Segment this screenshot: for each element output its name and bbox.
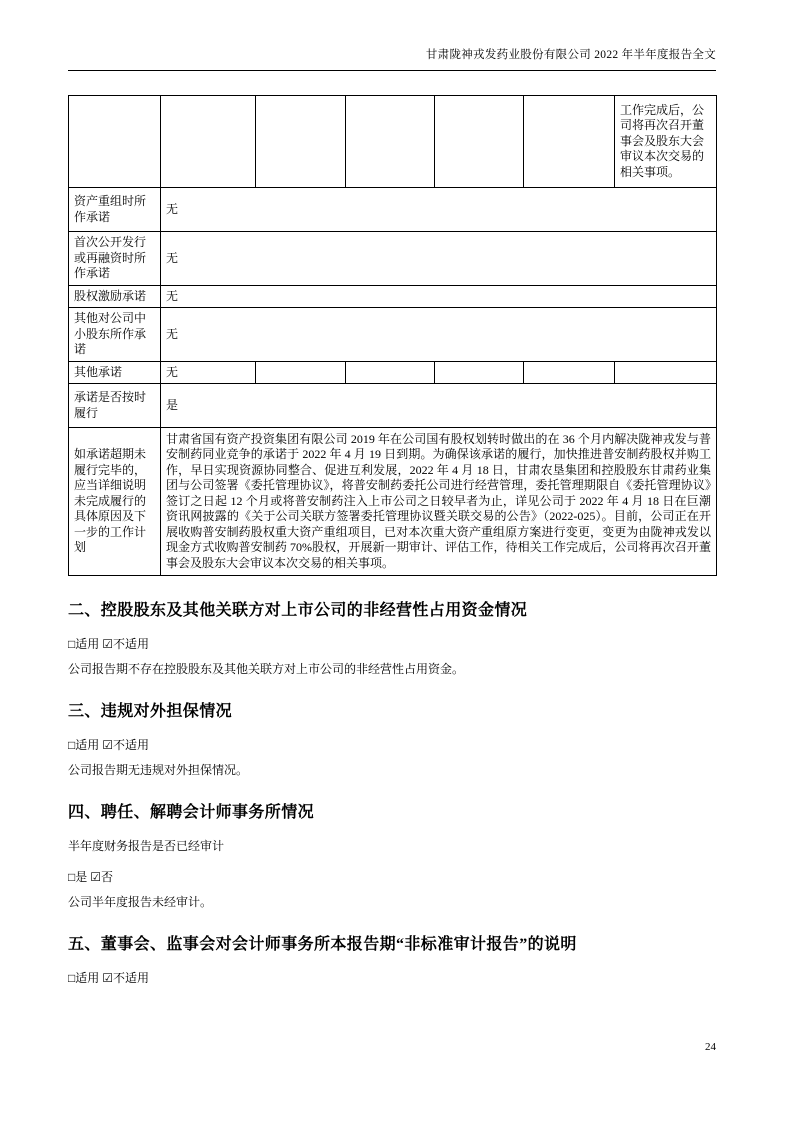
table-row-ipo-refinancing xyxy=(69,232,717,286)
row-value: 无 xyxy=(161,361,256,384)
section-heading: 四、聘任、解聘会计师事务所情况 xyxy=(68,804,315,821)
section-non-operating-funds xyxy=(68,600,716,677)
table-row-minority-shareholders xyxy=(69,308,717,362)
empty-cell xyxy=(256,361,346,384)
empty-cell xyxy=(346,361,435,384)
section-body: 公司报告期不存在控股股东及其他关联方对上市公司的非经营性占用资金。 xyxy=(68,662,465,676)
page-header xyxy=(68,48,716,71)
row-label: 如承诺超期未履行完毕的，应当详细说明未完成履行的具体原因及下一步的工作计划 xyxy=(69,428,161,576)
row-value: 是 xyxy=(161,384,717,428)
row-value: 无 xyxy=(161,285,717,308)
table-row-asset-restructuring xyxy=(69,188,717,232)
commitments-table xyxy=(68,95,717,576)
applicability-line: □适用 ☑不适用 xyxy=(68,738,150,752)
row-label: 承诺是否按时履行 xyxy=(69,384,161,428)
section-heading: 二、控股股东及其他关联方对上市公司的非经营性占用资金情况 xyxy=(68,602,528,619)
empty-cell xyxy=(256,96,346,188)
header-title: 甘肃陇神戎发药业股份有限公司 2022 年半年度报告全文 xyxy=(425,49,716,61)
empty-cell xyxy=(524,96,615,188)
section-external-guarantees xyxy=(68,701,716,778)
empty-cell xyxy=(161,96,256,188)
row-value: 甘肃省国有资产投资集团有限公司 2019 年在公司国有股权划转时做出的在 36 个月内解决陇神戎发与普安制药同业竞争的承诺于 2022 年 4 月 19 日到期。为确保该承诺的履行，加快推进普安制药股权并购工作，早日实现资源协同整合、促进互利发展，2022 年 4 月 18 日，甘肃农垦集团和控股股东甘肃药业集团与公司签署《委托管理协议》，将普安制药委托公司进行经营管理，委托管理期限自《委托管理协议》签订之日起 12 个月或将普安制药注入上市公司之日较早者为止，详见公司于 2022 年 4 月 18 日在巨潮资讯网披露的《关于公司关联方签署委托管理协议暨关联交易的公告》（2022-025）。目前，公司正在开展收购普安制药股权重大资产重组项目，已对本次重大资产重组原方案进行变更，变更为由陇神戎发以现金方式收购普安制药 70%股权，开展新一期审计、评估工作，待相关工作完成后，公司将再次召开董事会及股东大会审议本次交易的相关事项。 xyxy=(161,428,717,576)
continuation-text-cell: 工作完成后，公司将再次召开董事会及股东大会审议本次交易的相关事项。 xyxy=(615,96,717,188)
row-value: 无 xyxy=(161,188,717,232)
row-label: 首次公开发行或再融资时所作承诺 xyxy=(69,232,161,286)
section-heading: 三、违规对外担保情况 xyxy=(68,703,233,720)
applicability-line: □适用 ☑不适用 xyxy=(68,971,150,985)
row-value: 无 xyxy=(161,232,717,286)
section-body: 公司报告期无违规对外担保情况。 xyxy=(68,763,249,777)
empty-cell xyxy=(346,96,435,188)
section-body: 公司半年度报告未经审计。 xyxy=(68,895,213,909)
section-heading: 五、董事会、监事会对会计师事务所本报告期“非标准审计报告”的说明 xyxy=(68,936,577,953)
row-label: 资产重组时所作承诺 xyxy=(69,188,161,232)
page-number: 24 xyxy=(705,1041,716,1053)
table-row-timely-fulfillment xyxy=(69,384,717,428)
table-row-overdue-explanation xyxy=(69,428,717,576)
section-audit-report-statement xyxy=(68,934,716,986)
table-row-equity-incentive xyxy=(69,285,717,308)
applicability-line: □适用 ☑不适用 xyxy=(68,637,150,651)
row-label: 股权激励承诺 xyxy=(69,285,161,308)
section-accounting-firm xyxy=(68,802,716,910)
empty-cell xyxy=(69,96,161,188)
applicability-line: □是 ☑否 xyxy=(68,870,114,884)
table-row-continuation xyxy=(69,96,717,188)
row-label: 其他承诺 xyxy=(69,361,161,384)
row-label: 其他对公司中小股东所作承诺 xyxy=(69,308,161,362)
empty-cell xyxy=(524,361,615,384)
table-row-other-commitments xyxy=(69,361,717,384)
empty-cell xyxy=(435,96,524,188)
row-value: 无 xyxy=(161,308,717,362)
empty-cell xyxy=(615,361,717,384)
empty-cell xyxy=(435,361,524,384)
audit-question-line: 半年度财务报告是否已经审计 xyxy=(68,839,225,853)
